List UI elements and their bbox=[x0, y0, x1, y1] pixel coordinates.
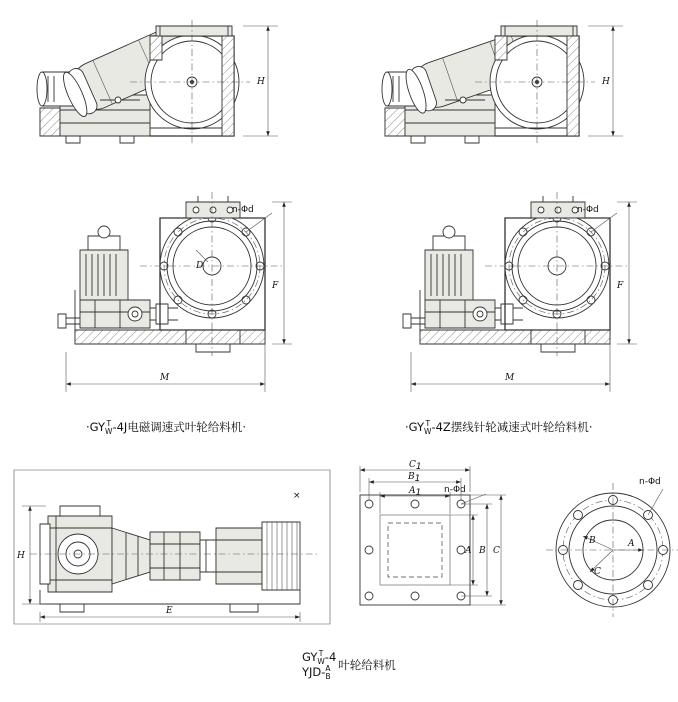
svg-text:C1: C1 bbox=[409, 460, 422, 472]
caption-bottom-stack2-top: A bbox=[325, 664, 331, 673]
caption-bottom-line2-prefix: YJD- bbox=[302, 665, 326, 679]
svg-text:n-Φd: n-Φd bbox=[232, 205, 254, 215]
caption-right-dot-left: · bbox=[405, 420, 409, 434]
top-right-elevation bbox=[382, 20, 623, 145]
caption-left-stack-top: T bbox=[106, 419, 112, 428]
caption-right-prefix: GY bbox=[408, 420, 425, 434]
caption-left-stack bbox=[105, 420, 112, 435]
svg-text:×: × bbox=[293, 491, 301, 501]
caption-bottom-view bbox=[302, 650, 396, 680]
caption-right-model: -4Z bbox=[431, 420, 451, 434]
caption-bottom-line1-prefix: GY bbox=[302, 650, 318, 664]
svg-text:B: B bbox=[589, 536, 596, 546]
caption-right-stack bbox=[424, 420, 431, 435]
caption-left-dot-right: · bbox=[242, 420, 246, 434]
svg-text:A: A bbox=[465, 546, 472, 556]
bottom-round-flange bbox=[546, 477, 678, 617]
caption-bottom-stack1-bottom: W bbox=[317, 656, 325, 666]
svg-text:A: A bbox=[628, 539, 635, 549]
svg-text:M: M bbox=[505, 373, 515, 383]
svg-text:n-Φd: n-Φd bbox=[577, 205, 599, 215]
bottom-left-assembly bbox=[14, 470, 330, 624]
caption-left-prefix: GY bbox=[89, 420, 106, 434]
svg-text:D: D bbox=[196, 261, 204, 271]
caption-right-stack-bottom: W bbox=[424, 426, 432, 436]
caption-bottom-stack2-bottom: B bbox=[325, 671, 331, 681]
svg-text:C: C bbox=[594, 567, 601, 577]
svg-text:A1: A1 bbox=[409, 486, 422, 498]
caption-left-model: -4J bbox=[112, 420, 128, 434]
caption-bottom-line1 bbox=[302, 650, 336, 665]
caption-left-view bbox=[86, 419, 246, 435]
svg-text:E: E bbox=[166, 606, 173, 616]
caption-right-stack-top: T bbox=[425, 419, 431, 428]
caption-bottom-stack2 bbox=[325, 665, 330, 680]
caption-bottom-stack1-top: T bbox=[318, 649, 324, 658]
svg-text:F: F bbox=[272, 281, 279, 291]
mid-right-plan bbox=[403, 192, 637, 392]
caption-right-dot-right: · bbox=[588, 420, 593, 434]
caption-right-text: 摆线针轮减速式叶轮给料机 bbox=[450, 420, 589, 434]
caption-bottom-line1-model: -4 bbox=[324, 650, 337, 664]
caption-bottom-line2 bbox=[302, 665, 336, 680]
svg-text:C: C bbox=[493, 546, 500, 556]
caption-bottom-stack1 bbox=[317, 650, 324, 665]
svg-text:H: H bbox=[602, 77, 610, 87]
svg-text:n-Φd: n-Φd bbox=[639, 477, 661, 487]
caption-left-text: 电磁调速式叶轮给料机 bbox=[127, 420, 243, 434]
svg-text:F: F bbox=[617, 281, 624, 291]
svg-text:B1: B1 bbox=[408, 472, 421, 484]
bottom-square-flange bbox=[360, 460, 506, 605]
caption-bottom-text: 叶轮给料机 bbox=[338, 657, 396, 672]
top-left-elevation bbox=[37, 20, 278, 145]
caption-right-view bbox=[405, 419, 592, 435]
svg-text:B: B bbox=[479, 546, 486, 556]
caption-left-dot-left: · bbox=[86, 420, 90, 434]
svg-text:n-Φd: n-Φd bbox=[444, 485, 466, 495]
svg-text:M: M bbox=[160, 373, 170, 383]
caption-left-stack-bottom: W bbox=[105, 426, 113, 436]
mid-left-plan bbox=[58, 192, 292, 392]
svg-text:H: H bbox=[257, 77, 265, 87]
svg-text:H: H bbox=[17, 551, 25, 561]
